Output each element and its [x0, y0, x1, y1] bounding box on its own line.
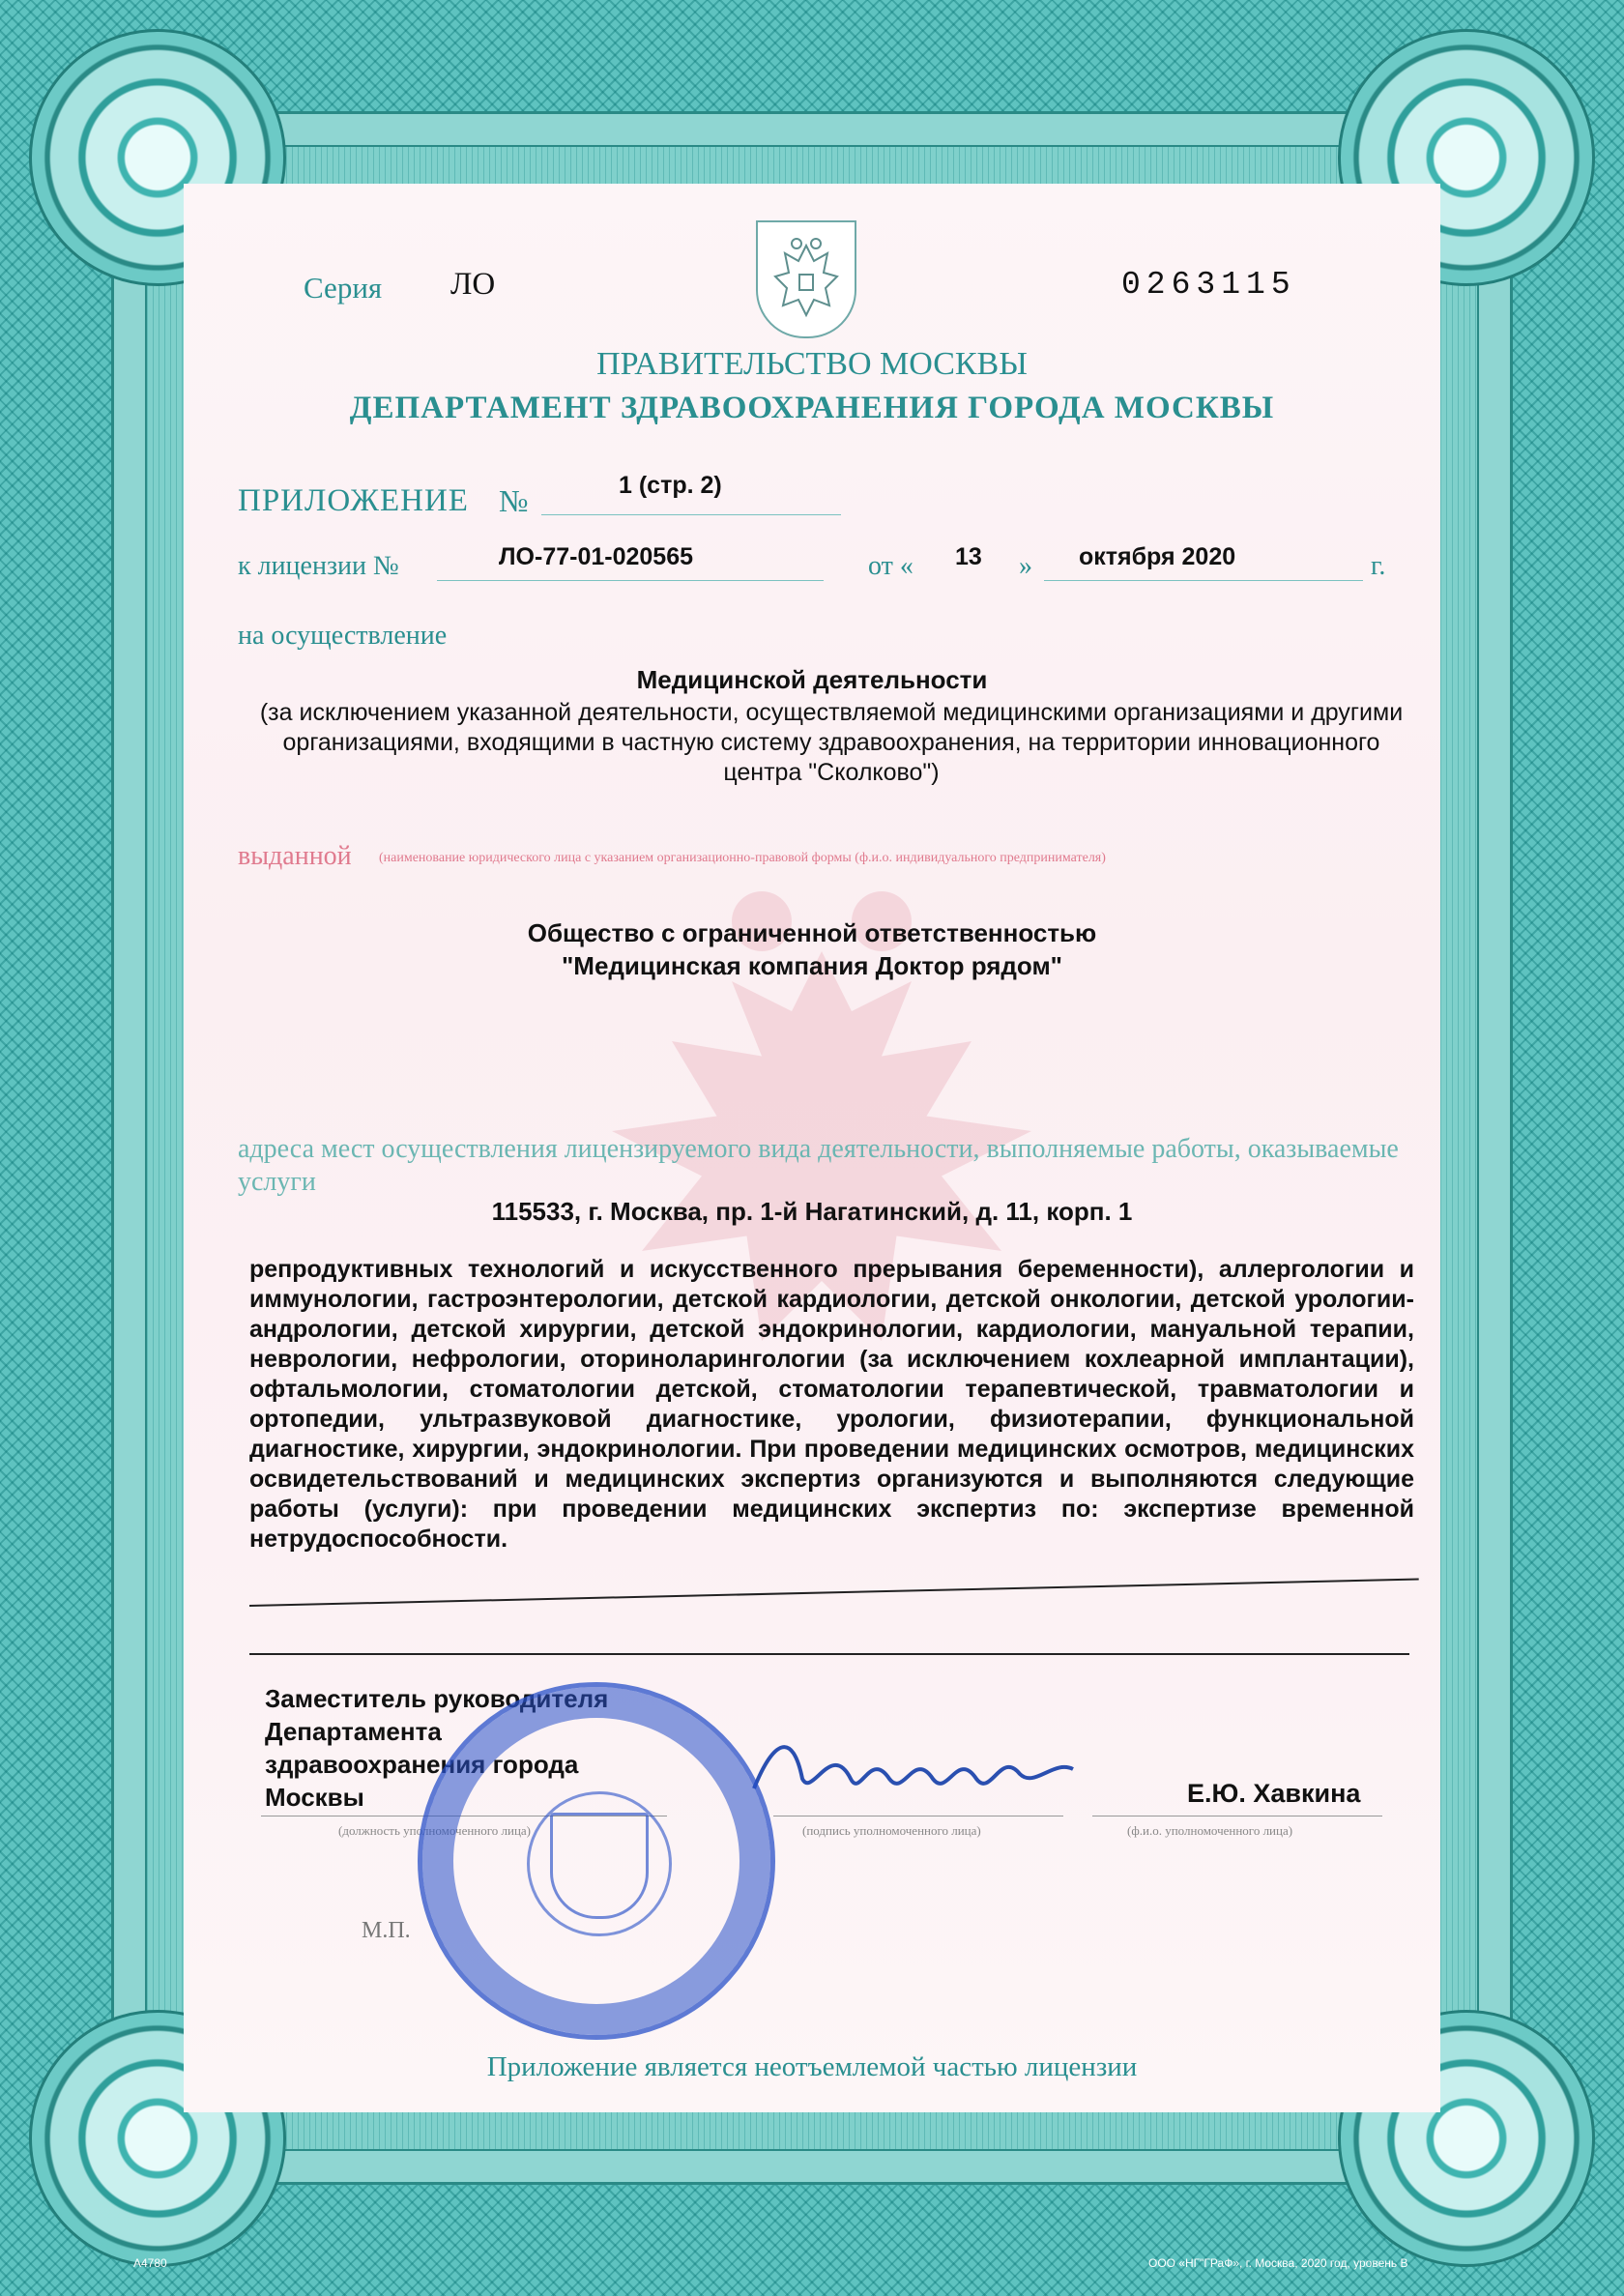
license-number: ЛО-77-01-020565: [499, 543, 694, 570]
license-date-line: [1044, 580, 1363, 581]
signatory-name: Е.Ю. Хавкина: [1187, 1779, 1361, 1808]
department-title: ДЕПАРТАМЕНТ ЗДРАВООХРАНЕНИЯ ГОРОДА МОСКВЫ: [349, 391, 1275, 425]
license-number-line: [437, 580, 824, 581]
stamp-label: М.П.: [362, 1918, 411, 1943]
org-name-line2: "Медицинская компания Доктор рядом": [561, 951, 1063, 980]
issued-label: выданной: [238, 841, 352, 871]
signatory-position: Заместитель руководителя Департамента здравоохранения города Москвы: [265, 1684, 609, 1812]
signature-icon: [744, 1721, 1150, 1817]
license-month-year: октября 2020: [1079, 543, 1236, 570]
form-code: А4780: [133, 2256, 167, 2270]
signature-hint: (подпись уполномоченного лица): [802, 1823, 981, 1838]
license-year-suffix: г.: [1371, 551, 1386, 581]
works-text: репродуктивных технологий и искусственного прерывания беременности), аллергологии и иммунологии, гастроэнтерологии, детской кардиологии, детской онкологии, детской урологии-андрологии, детской хирургии, детской эндокринологии, кардиологии, мануальной терапии, неврологии, нефрологии, оториноларингологии (за исключением кохлеарной имплантации), офтальмологии, стоматологии детской, стоматологии терапевтической, травматологии и ортопедии, ультразвуковой диагностике, урологии, физиотерапии, функциональной диагностике, хирургии, эндокринологии. При проведении медицинских осмотров, медицинских освидетельствований и медицинских экспертиз организуются и выполняются следующие работы (услуги): при проведении медицинских экспертиз по: экспертизе временной нетрудоспособности.: [249, 1256, 1414, 1553]
separator-line: [249, 1653, 1409, 1655]
appendix-number-line: [541, 514, 841, 515]
license-form-number: 0263115: [1121, 267, 1296, 303]
appendix-label: ПРИЛОЖЕНИЕ: [238, 483, 469, 518]
issued-hint: (наименование юридического лица с указанием организационно-правовой формы (ф.и.о. индивидуального предпринимателя): [379, 851, 1106, 865]
position-hint: (должность уполномоченного лица): [338, 1823, 532, 1838]
license-label: к лицензии №: [238, 551, 399, 581]
footer-note: Приложение является неотъемлемой частью лицензии: [486, 2051, 1138, 2082]
printer-info: ООО «НГ"ГРаФ», г. Москва, 2020 год, уровень В: [1148, 2256, 1408, 2270]
series-label: Серия: [304, 271, 383, 305]
license-from-label: от «: [868, 551, 914, 581]
appendix-number-sign: №: [499, 483, 529, 518]
org-name-line1: Общество с ограниченной ответственностью: [527, 918, 1097, 947]
name-hint: (ф.и.о. уполномоченного лица): [1127, 1823, 1293, 1838]
government-title: ПРАВИТЕЛЬСТВО МОСКВЫ: [596, 346, 1028, 382]
appendix-number: 1 (стр. 2): [619, 472, 722, 499]
series-value: ЛО: [450, 267, 496, 302]
address-value: 115533, г. Москва, пр. 1-й Нагатинский, д. 11, корп. 1: [491, 1197, 1133, 1226]
official-seal-icon: [418, 1682, 775, 2040]
activity-title: Медицинской деятельности: [636, 665, 988, 694]
license-quote-close: »: [1019, 551, 1032, 581]
activity-intro: на осуществление: [238, 621, 448, 651]
license-day: 13: [955, 543, 982, 570]
coat-of-arms-icon: [756, 220, 856, 338]
activity-note: (за исключением указанной деятельности, осуществляемой медицинскими организациями и другими организациями, входящими в частную систему здравоохранения, на территории инновационного центра "Сколково"): [259, 699, 1404, 786]
address-label: адреса мест осуществления лицензируемого вида деятельности, выполняемые работы, оказываемые услуги: [238, 1134, 1399, 1197]
